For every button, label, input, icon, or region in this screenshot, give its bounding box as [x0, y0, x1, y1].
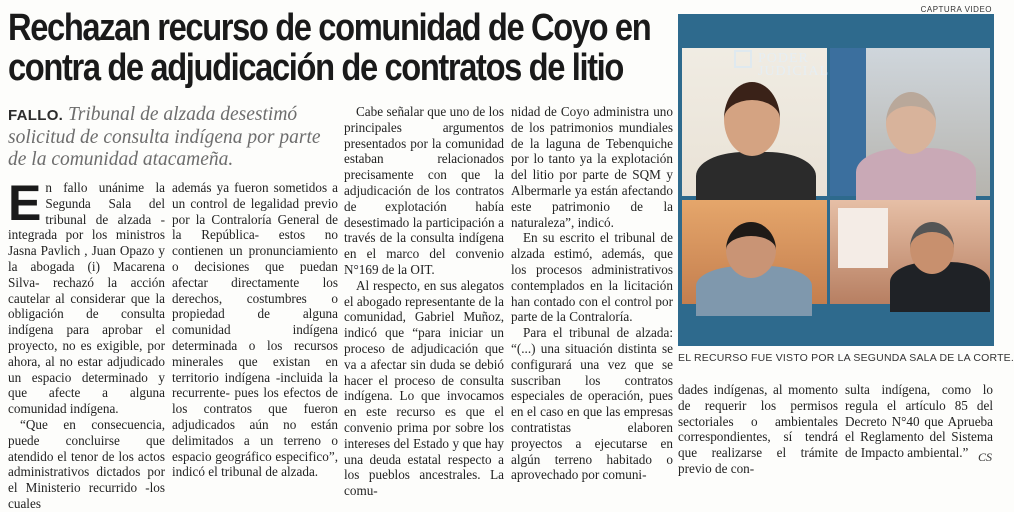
- article-column-4: [511, 104, 673, 483]
- poder-judicial-logo-text: PODER JUDICIAL: [758, 51, 829, 79]
- lead-summary: [8, 104, 338, 171]
- paragraph-text: n fallo unánime la Segunda Sala del tribunal de alzada -integrada por los ministros Jasna Pavlich , Juan Opazo y la abogada (i) Macarena Silva- rechazó la acción cautelar al considerar que la obligación de consulta indígena para aprobar el proyecto, no es exigible, por ahora, al no estar adjudicado un espacio determinado y que afecte a alguna comunidad indígena.: [8, 180, 165, 417]
- drop-cap: E: [8, 175, 42, 231]
- person-head: [724, 82, 780, 156]
- person-head: [886, 92, 936, 154]
- photo-caption: EL RECURSO FUE VISTO POR LA SEGUNDA SALA DE LA CORTE.: [678, 352, 1014, 364]
- paragraph: nidad de Coyo administra uno de los patrimonios mundiales de la laguna de Tebenquiche por lo tanto ya la explotación del litio por parte de SQM y Albermarle ya están afectando este patrimonio de la naturaleza”, indicó.: [511, 104, 673, 230]
- person-figure: [856, 148, 976, 208]
- person-head: [910, 222, 954, 274]
- article-column-3: [344, 104, 504, 499]
- article-column-1: [8, 175, 165, 512]
- article-column-5: [678, 382, 838, 477]
- person-head: [726, 222, 776, 278]
- paragraph: “Que en consecuencia, puede concluirse que atendido el tenor de los actos administrativos dictados por el Ministerio recurrido -los cuales: [8, 416, 165, 511]
- headline-line-1: Rechazan recurso de comunidad de Coyo en: [8, 7, 651, 49]
- lead-kicker: FALLO.: [8, 107, 64, 124]
- video-tile-4: [830, 200, 990, 304]
- paragraph: Para el tribunal de alzada: “(...) una situación distinta se configurará una vez que se suscriban los contratos especiales de operación, pues en el caso en que las empresas contratistas elaboren proyectos a ejecutarse en algún terreno habitado o aprovechado por comuni-: [511, 325, 673, 483]
- headline-line-2: contra de adjudicación de contratos de litio: [8, 47, 623, 89]
- article-column-2: [172, 180, 338, 480]
- paragraph: En su escrito el tribunal de alzada estimó, además, que los procesos administrativos contemplados en la licitación han contado con el control por parte de la Contraloría.: [511, 230, 673, 325]
- video-tile-2: [830, 48, 990, 196]
- paragraph: Al respecto, en sus alegatos el abogado representante de la comunidad, Gabriel Muñoz, indicó que “para iniciar un proceso de adjudicación que va a afectar sin duda se debió hacer el proceso de consulta indígena. Lo que invocamos en este recurso es que el convenio prima por sobre los intereses del Estado y que hay una deuda estatal respecto a los pueblos ancestrales. La comu-: [344, 277, 504, 499]
- paragraph: sulta indígena, como lo regula el artículo 85 del Decreto N°40 que Aprueba el Reglamento del Sistema de Impacto ambiental.”: [845, 382, 993, 461]
- video-call-photo: [678, 14, 994, 346]
- paragraph: Cabe señalar que uno de los principales argumentos presentados por la comunidad estaban relacionados precisamente con que la adjudicación de los contratos de explotación había desestimado la participación a través de la consulta indígena en el marco del convenio N°169 de la OIT.: [344, 104, 504, 277]
- paragraph: [8, 175, 165, 417]
- poder-judicial-logo-icon: [734, 50, 752, 68]
- video-tile-3: [682, 200, 827, 304]
- article-column-6: [845, 382, 993, 461]
- lead-text: Tribunal de alzada desestimó solicitud de consulta indígena por parte de la comunidad atacameña.: [8, 104, 321, 170]
- photo-credit: CAPTURA VIDEO: [920, 5, 992, 14]
- end-mark: CS: [977, 450, 992, 464]
- headline: [8, 7, 651, 89]
- paragraph: además ya fueron sometidos a un control de legalidad previo por la Contraloría General de la República- estos no contienen un pronunciamiento o decisiones que puedan afectar directamente los derechos, costumbres o propiedad de alguna comunidad indígena determinada o los recursos minerales que existan en territorio indígena -incluida la recurrente- pues los efectos de los contratos que fueron adjudicados aún no están delimitados a un terreno o espacio geográfico especifico”, indicó el tribunal de alzada.: [172, 180, 338, 480]
- paragraph: dades indígenas, al momento de requerir los permisos sectoriales o ambientales correspondientes, sí tendrá que realizarse el trámite previo de con-: [678, 382, 838, 476]
- window-background: [838, 208, 888, 268]
